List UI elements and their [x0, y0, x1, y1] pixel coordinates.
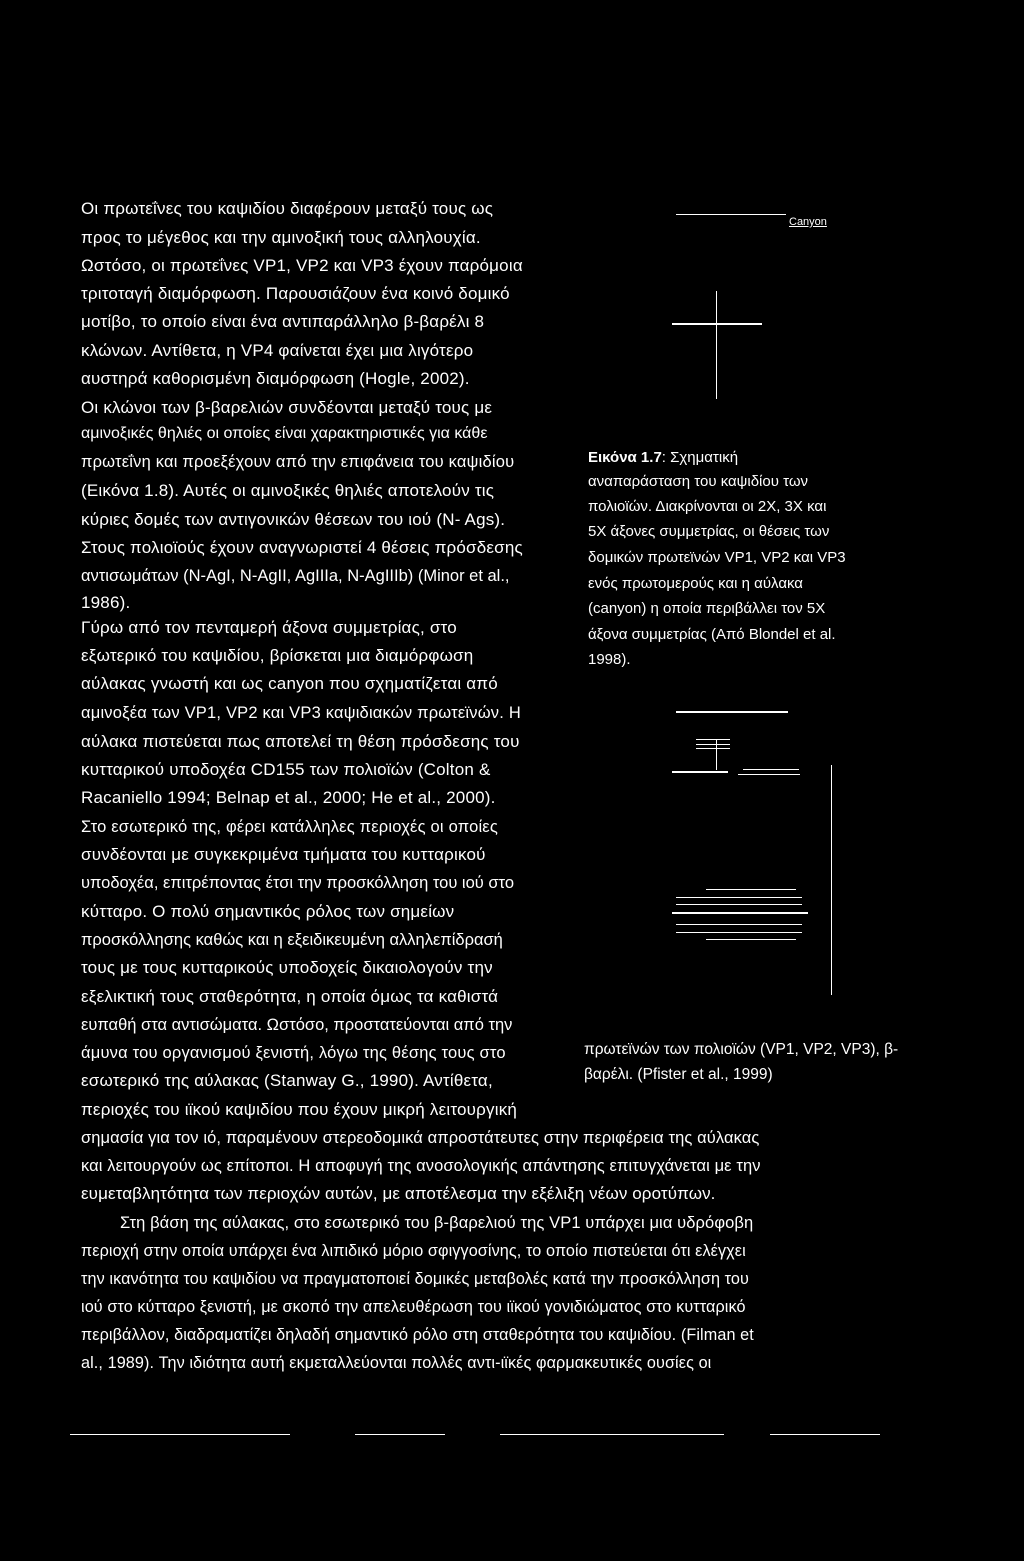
footer-line — [500, 1434, 724, 1435]
text-line: εξωτερικό του καψιδίου, βρίσκεται μια διαμόρφωση — [81, 646, 474, 665]
text-line: ευμεταβλητότητα των περιοχών αυτών, με αποτέλεσμα την εξέλιξη νέων οροτύπων. — [81, 1184, 716, 1203]
figure-line — [696, 744, 730, 745]
canyon-label: Canyon — [789, 216, 827, 228]
figure-line — [676, 711, 788, 713]
caption-line: άξονα συμμετρίας (Από Blondel et al. — [588, 626, 836, 643]
caption-line: ενός πρωτομερούς και η αύλακα — [588, 575, 803, 592]
caption-line: (canyon) η οποία περιβάλλει τον 5Χ — [588, 600, 826, 617]
caption-line: πρωτεϊνών των πολιοϊών (VP1, VP2, VP3), β- — [584, 1041, 899, 1058]
text-line: σημασία για τον ιό, παραμένουν στερεοδομικά απροστάτευτες στην περιφέρεια της αύλακας — [81, 1129, 760, 1147]
text-line: αύλακας γνωστή και ως canyon που σχηματίζεται από — [81, 674, 498, 693]
figure-line — [672, 323, 762, 325]
figure-line — [696, 739, 730, 740]
caption-line: αναπαράσταση του καψιδίου των — [588, 473, 809, 490]
footer-line — [70, 1434, 290, 1435]
text-line: πρωτεΐνη και προεξέχουν από την επιφάνεια του καψιδίου — [81, 453, 515, 471]
figure-line — [743, 769, 799, 770]
text-line: Racaniello 1994; Belnap et al., 2000; He et al., 2000). — [81, 788, 496, 807]
figure-line — [716, 291, 717, 399]
text-line: αμινοξέα των VP1, VP2 και VP3 καψιδιακών πρωτεϊνών. Η — [81, 704, 521, 722]
text-line: Οι πρωτεΐνες του καψιδίου διαφέρουν μεταξύ τους ως — [81, 199, 494, 218]
text-line: τους με τους κυτταρικούς υποδοχείς δικαιολογούν την — [81, 958, 493, 977]
text-line: συνδέονται με συγκεκριμένα τμήματα του κυτταρικού — [81, 845, 486, 864]
figure-line — [738, 774, 800, 775]
text-line: προσκόλλησης καθώς και η εξειδικευμένη αλληλεπίδρασή — [81, 931, 503, 949]
text-line: Στη βάση της αύλακας, στο εσωτερικό του β-βαρελιού της VP1 υπάρχει μια υδρόφοβη — [120, 1214, 754, 1232]
caption-line — [588, 449, 738, 467]
text-line: κύριες δομές των αντιγονικών θέσεων του ιού (N- Ags). — [81, 510, 506, 529]
figure-line — [676, 214, 786, 215]
text-line: άμυνα του οργανισμού ξενιστή, λόγω της θέσης τους στο — [81, 1044, 506, 1062]
text-line: αντισωμάτων (N-AgI, N-AgII, AgIIIa, N-AgIIIb) (Minor et al., — [81, 567, 510, 585]
text-line: αμινοξικές θηλιές οι οποίες είναι χαρακτηριστικές για κάθε — [81, 425, 488, 442]
figure-line — [672, 771, 728, 773]
text-line: Στους πολιοϊούς έχουν αναγνωριστεί 4 θέσεις πρόσδεσης — [81, 538, 523, 557]
text-line: ιού στο κύτταρο ξενιστή, με σκοπό την απελευθέρωση του ιϊκού γονιδιώματος στο κυτταρικό — [81, 1298, 746, 1316]
text-line: μοτίβο, το οποίο είναι ένα αντιπαράλληλο β-βαρέλι 8 — [81, 312, 485, 331]
figure-line — [696, 748, 730, 749]
text-line: Στο εσωτερικό της, φέρει κατάλληλες περιοχές οι οποίες — [81, 818, 499, 836]
figure-line — [676, 897, 802, 898]
text-line: τριτοταγή διαμόρφωση. Παρουσιάζουν ένα κοινό δομικό — [81, 284, 510, 303]
footer-line — [770, 1434, 880, 1435]
figure-line — [676, 924, 802, 925]
caption-label: Εικόνα 1.7 — [588, 449, 662, 466]
text-line: υποδοχέα, επιτρέποντας έτσι την προσκόλληση του ιού στο — [81, 874, 515, 892]
caption-line: βαρέλι. (Pfister et al., 1999) — [584, 1066, 773, 1083]
figure-line — [676, 932, 802, 933]
text-line: ευπαθή στα αντισώματα. Ωστόσο, προστατεύονται από την — [81, 1016, 513, 1034]
text-line: Γύρω από τον πενταμερή άξονα συμμετρίας, στο — [81, 618, 457, 637]
figure-line — [716, 740, 717, 770]
text-line: την ικανότητα του καψιδίου να πραγματοποιεί δομικές μεταβολές κατά την προσκόλληση του — [81, 1270, 749, 1288]
text-line: αυστηρά καθορισμένη διαμόρφωση (Hogle, 2002). — [81, 369, 470, 388]
text-line: προς το μέγεθος και την αμινοξική τους αλληλουχία. — [81, 228, 481, 247]
text-line: και λειτουργούν ως επίτοποι. Η αποφυγή της ανοσολογικής απάντησης επιτυγχάνεται με την — [81, 1157, 761, 1175]
text-line: εσωτερικό της αύλακας (Stanway G., 1990). Αντίθετα, — [81, 1071, 493, 1090]
text-line: αύλακα πιστεύεται πως αποτελεί τη θέση πρόσδεσης του — [81, 732, 520, 751]
text-line: 1986). — [81, 593, 131, 612]
text-line: εξελικτική τους σταθερότητα, η οποία όμως τα καθιστά — [81, 987, 499, 1006]
text-line: κυτταρικού υποδοχέα CD155 των πολιοϊών (Colton & — [81, 760, 491, 779]
caption-line: 1998). — [588, 651, 631, 668]
figure-line — [672, 912, 808, 914]
text-line: περιοχή στην οποία υπάρχει ένα λιπιδικό μόριο σφιγγοσίνης, το οποίο πιστεύεται ότι ελέγχει — [81, 1242, 746, 1260]
text-line: κλώνων. Αντίθετα, η VP4 φαίνεται έχει μια λιγότερο — [81, 341, 474, 360]
figure-line — [706, 889, 796, 890]
text-line: κύτταρο. Ο πολύ σημαντικός ρόλος των σημείων — [81, 902, 455, 921]
caption-text: : Σχηματική — [661, 449, 739, 466]
figure-line — [676, 904, 802, 905]
footer-line — [355, 1434, 445, 1435]
text-line: Ωστόσο, οι πρωτεΐνες VP1, VP2 και VP3 έχουν παρόμοια — [81, 256, 523, 275]
text-line: περιβάλλον, διαδραματίζει δηλαδή σημαντικό ρόλο στη σταθερότητα του καψιδίου. (Filman et — [81, 1326, 754, 1344]
caption-line: πολιοϊών. Διακρίνονται οι 2Χ, 3Χ και — [588, 498, 827, 515]
caption-line: 5Χ άξονες συμμετρίας, οι θέσεις των — [588, 523, 830, 540]
text-line: Οι κλώνοι των β-βαρελιών συνδέονται μεταξύ τους με — [81, 398, 493, 417]
figure-line — [831, 765, 832, 995]
text-line: (Εικόνα 1.8). Αυτές οι αμινοξικές θηλιές αποτελούν τις — [81, 481, 495, 500]
text-line: περιοχές του ιϊκού καψιδίου που έχουν μικρή λειτουργική — [81, 1100, 518, 1119]
figure-line — [706, 939, 796, 940]
text-line: al., 1989). Την ιδιότητα αυτή εκμεταλλεύονται πολλές αντι-ιϊκές φαρμακευτικές ουσίες οι — [81, 1354, 712, 1372]
caption-line: δομικών πρωτεϊνών VP1, VP2 και VP3 — [588, 549, 846, 566]
